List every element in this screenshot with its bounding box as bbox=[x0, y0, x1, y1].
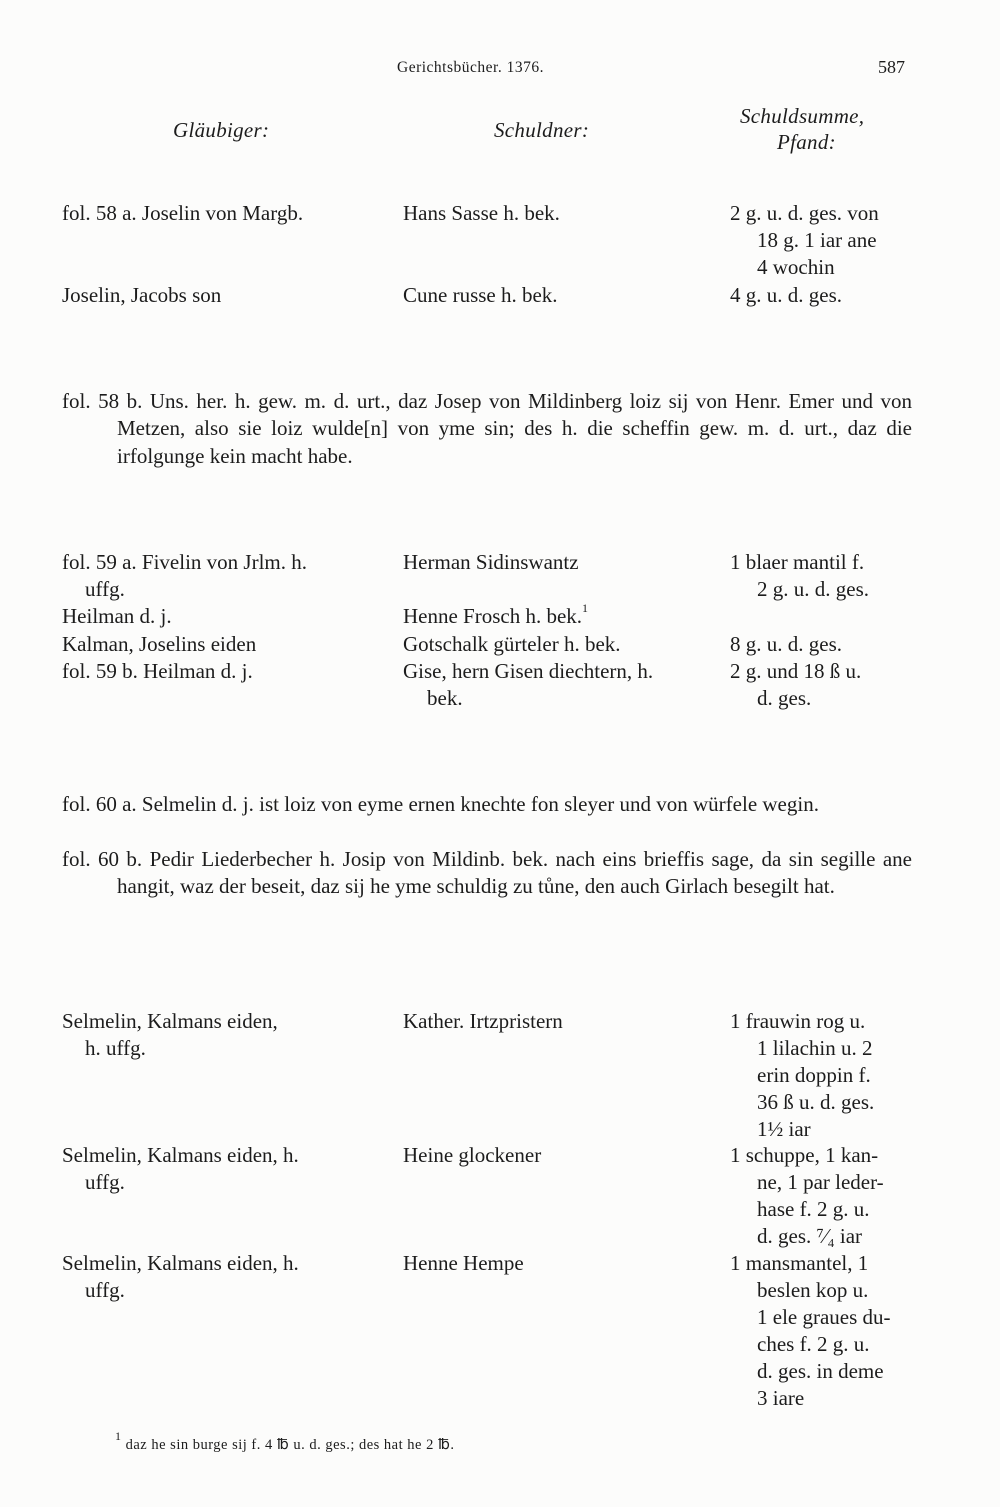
entry-amount-line: d. ges. in deme bbox=[757, 1359, 884, 1383]
entry-amount-line: 1½ iar bbox=[757, 1117, 811, 1141]
entry-amount-line: erin doppin f. bbox=[757, 1063, 871, 1087]
entry-debtor: Cune russe h. bek. bbox=[403, 283, 558, 307]
entry-amount-line: 2 g. u. d. ges. bbox=[757, 577, 869, 601]
entry-debtor: Hans Sasse h. bek. bbox=[403, 201, 560, 225]
entry-amount-line: 1 lilachin u. 2 bbox=[757, 1036, 873, 1060]
entry-amount-line: 4 g. u. d. ges. bbox=[730, 283, 842, 307]
entry-amount-line: hase f. 2 g. u. bbox=[757, 1197, 870, 1221]
entry-debtor: Henne Frosch h. bek.$^1$ bbox=[403, 601, 589, 628]
entry-creditor: fol. 59 a. Fivelin von Jrlm. h. bbox=[62, 550, 307, 574]
footnote bbox=[115, 1429, 455, 1454]
court-entry-paragraph: fol. 60 a. Selmelin d. j. ist loiz von eyme ernen knechte fon sleyer und von würfele wegin. bbox=[62, 792, 819, 816]
running-head: Gerichtsbücher. 1376. bbox=[397, 59, 544, 76]
entry-creditor: Heilman d. j. bbox=[62, 604, 172, 628]
entry-debtor: Heine glockener bbox=[403, 1143, 542, 1167]
entry-amount-line: 1 schuppe, 1 kan- bbox=[730, 1143, 879, 1167]
entry-amount-line: 2 g. und 18 ß u. bbox=[730, 659, 862, 683]
entry-amount-line: 2 g. u. d. ges. von bbox=[730, 201, 879, 225]
entry-creditor-cont: h. uffg. bbox=[85, 1036, 146, 1060]
entry-creditor-cont: uffg. bbox=[85, 577, 125, 601]
entry-debtor: Kather. Irtzpristern bbox=[403, 1009, 563, 1033]
entry-creditor: fol. 58 a. Joselin von Margb. bbox=[62, 201, 304, 225]
entry-creditor: Selmelin, Kalmans eiden, bbox=[62, 1009, 278, 1033]
entry-amount-line: 1 ele graues du- bbox=[757, 1305, 891, 1329]
entry-amount-line: d. ges. bbox=[757, 686, 812, 710]
entry-debtor: Gotschalk gürteler h. bek. bbox=[403, 632, 621, 656]
footnote-text: daz he sin burge sij f. 4 ℔ u. d. ges.; des hat he 2 ℔. bbox=[125, 1437, 455, 1453]
entry-amount-line: 1 frauwin rog u. bbox=[730, 1009, 866, 1033]
entry-creditor-cont: uffg. bbox=[85, 1170, 125, 1194]
entry-debtor: Herman Sidinswantz bbox=[403, 550, 579, 574]
entry-amount-line: 18 g. 1 iar ane bbox=[757, 228, 877, 252]
entry-creditor: Joselin, Jacobs son bbox=[62, 283, 222, 307]
column-header-amount-line2: Pfand: bbox=[777, 130, 836, 154]
entry-amount-line: 8 g. u. d. ges. bbox=[730, 632, 842, 656]
entry-debtor: Gise, hern Gisen diechtern, h. bbox=[403, 659, 654, 683]
entry-creditor: Selmelin, Kalmans eiden, h. bbox=[62, 1143, 299, 1167]
entry-creditor: Kalman, Joselins eiden bbox=[62, 632, 257, 656]
column-header-debtor: Schuldner: bbox=[494, 118, 590, 142]
entry-amount-line: 1 blaer mantil f. bbox=[730, 550, 865, 574]
page-number: 587 bbox=[878, 57, 905, 77]
entry-creditor: Selmelin, Kalmans eiden, h. bbox=[62, 1251, 299, 1275]
footnote-ref[interactable]: 1 bbox=[582, 601, 589, 615]
entry-amount-line: 1 mansmantel, 1 bbox=[730, 1251, 869, 1275]
entry-amount-line: 4 wochin bbox=[757, 255, 835, 279]
court-entry-paragraph: fol. 60 b. Pedir Liederbecher h. Josip von Mildinb. bek. nach eins brieffis sage, da sin segille ane hangit, waz der beseit, daz sij he yme schuldig zu tůne, den auch Girlach besegilt hat. bbox=[62, 847, 912, 899]
entry-amount-line: 3 iare bbox=[757, 1386, 805, 1410]
entry-creditor: fol. 59 b. Heilman d. j. bbox=[62, 659, 253, 683]
column-header-creditor: Gläubiger: bbox=[173, 118, 270, 142]
entry-amount-line: beslen kop u. bbox=[757, 1278, 869, 1302]
entry-debtor: Henne Hempe bbox=[403, 1251, 524, 1275]
footnote-mark: 1 bbox=[115, 1429, 122, 1444]
entry-creditor-cont: uffg. bbox=[85, 1278, 125, 1302]
court-entry-paragraph: fol. 58 b. Uns. her. h. gew. m. d. urt., daz Josep von Mildinberg loiz sij von Henr. Emer und von Metzen, also sie loiz wulde[n] von yme sin; des h. die scheffin gew. m. d. urt., daz die irfolgunge kein macht habe. bbox=[62, 389, 912, 468]
column-header-amount-line1: Schuldsumme, bbox=[740, 104, 865, 128]
entry-amount-line: ches f. 2 g. u. bbox=[757, 1332, 870, 1356]
entry-debtor-cont: bek. bbox=[427, 686, 463, 710]
entry-amount-line: 36 ß u. d. ges. bbox=[757, 1090, 875, 1114]
entry-amount-line: d. ges. ⁷⁄₄ iar bbox=[757, 1224, 863, 1248]
entry-amount-line: ne, 1 par leder- bbox=[757, 1170, 884, 1194]
